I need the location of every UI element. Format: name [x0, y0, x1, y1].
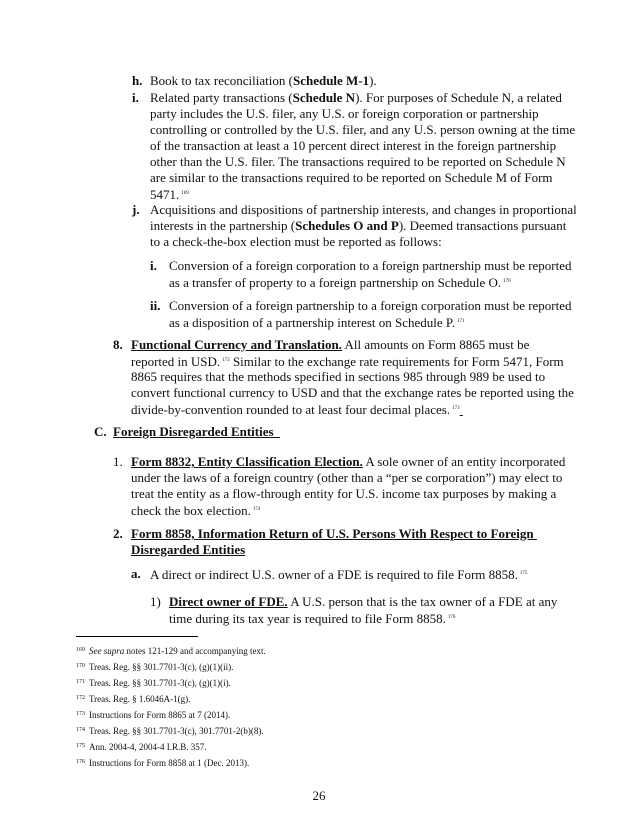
footnote: $^{170}$ Treas. Reg. §§ 301.7701-3(c), (g)(1)(ii). [76, 662, 234, 672]
section-2-marker: 2. [113, 526, 123, 541]
item-ji-line: as a transfer of property to a foreign partnership on Schedule O. $^{170}$ [169, 275, 511, 290]
footnote-ref[interactable]: 175 [519, 571, 528, 576]
section-c-heading: Foreign Disregarded Entities [113, 424, 274, 439]
item-ji-line: Conversion of a foreign corporation to a foreign partnership must be reported [169, 258, 572, 273]
section-1-line: treat the entity as a flow-through entity for U.S. income tax purposes by making a [131, 486, 557, 501]
item-jii-marker: ii. [150, 298, 161, 313]
page-number: 26 [312, 788, 326, 803]
item-h-marker: h. [132, 73, 143, 88]
section-8-line: Functional Currency and Translation. All amounts on Form 8865 must be [131, 337, 530, 352]
section-8-line: convert functional currency to USD and that the exchange rates be reported using the [131, 385, 574, 400]
item-i-line: other than the U.S. filer. The transactions required to be reported on Schedule N [150, 154, 566, 169]
item-i-marker: i. [132, 90, 139, 105]
footnote: $^{176}$ Instructions for Form 8858 at 1 (Dec. 2013). [76, 758, 250, 768]
item-2a1-line: time during its tax year is required to file Form 8858. $^{176}$ [169, 611, 456, 626]
item-h-text: Book to tax reconciliation (Schedule M-1). [150, 73, 377, 88]
section-1-line: under the laws of a foreign country (other than a “per se corporation”) may elect to [131, 470, 563, 485]
footnote-ref[interactable]: 170 [503, 279, 511, 284]
footnote: $^{171}$ Treas. Reg. §§ 301.7701-3(c), (g)(1)(i). [76, 678, 231, 688]
item-j-marker: j. [132, 202, 140, 217]
item-i-line: are similar to the transactions required to be reported on Schedule M of Form [150, 170, 553, 185]
footnote-ref[interactable]: 173 [452, 406, 460, 411]
item-2a1-line: Direct owner of FDE. A U.S. person that is the tax owner of a FDE at any [169, 594, 558, 609]
footnote-ref[interactable]: 169 [181, 191, 189, 196]
footnote: $^{172}$ Treas. Reg. § 1.6046A-1(g). [76, 694, 191, 704]
section-8-heading: Functional Currency and Translation. [131, 337, 342, 352]
item-i-line: party includes the U.S. filer, any U.S. or foreign corporation or partnership [150, 106, 539, 121]
footnote: $^{174}$ Treas. Reg. §§ 301.7701-3(c), 301.7701-2(b)(8). [76, 726, 264, 736]
section-2-heading: Form 8858, Information Return of U.S. Persons With Respect to Foreign [131, 526, 534, 541]
item-i-line: of the transaction at least a 10 percent direct interest in the foreign partnership [150, 138, 557, 153]
item-i-line: Related party transactions (Schedule N). For purposes of Schedule N, a related [150, 90, 562, 105]
section-1-heading: Form 8832, Entity Classification Election. [131, 454, 363, 469]
item-ji-marker: i. [150, 258, 157, 273]
item-i-line: 5471. $^{169}$ [150, 187, 189, 202]
section-2-heading: Disregarded Entities [131, 542, 246, 557]
section-1-marker: 1. [113, 454, 123, 469]
section-8-line: 8865 requires that the methods specified in sections 985 through 989 be used to [131, 369, 546, 384]
section-8-marker: 8. [113, 337, 123, 352]
item-j-line: to a check-the-box election must be reported as follows: [150, 234, 442, 249]
item-j-line: Acquisitions and dispositions of partnership interests, and changes in proportional [150, 202, 577, 217]
item-2a1-marker: 1) [150, 594, 161, 609]
item-2a1-heading: Direct owner of FDE. [169, 594, 288, 609]
item-i-line: controlling or controlled by the U.S. filer, and any U.S. person owning at the time [150, 122, 576, 137]
footnote: $^{173}$ Instructions for Form 8865 at 7 (2014). [76, 710, 231, 720]
section-1-line: check the box election. $^{174}$ [131, 503, 261, 518]
section-c-marker: C. [94, 424, 107, 439]
footnote-ref[interactable]: 172 [222, 358, 230, 363]
footnote: $^{175}$ Ann. 2004-4, 2004-4 I.R.B. 357. [76, 742, 207, 752]
section-8-line: reported in USD. $^{172}$ Similar to the exchange rate requirements for Form 5471, Form [131, 354, 564, 369]
item-jii-line: as a disposition of a partnership interest on Schedule P. $^{171}$ [169, 315, 465, 330]
footnote-ref[interactable]: 174 [252, 507, 261, 512]
section-8-line: divide-by-convention rounded to at least four decimal places. $^{173}$ [131, 402, 460, 417]
footnote: $^{169}$ See supra notes 121-129 and accompanying text. [76, 646, 266, 656]
footnote-ref[interactable]: 176 [447, 615, 456, 620]
item-2a-marker: a. [131, 566, 141, 581]
section-1-line: Form 8832, Entity Classification Election. A sole owner of an entity incorporated [131, 454, 566, 469]
footnote-ref[interactable]: 171 [456, 319, 465, 324]
item-2a-text: A direct or indirect U.S. owner of a FDE is required to file Form 8858. $^{175}$ [150, 567, 528, 582]
item-jii-line: Conversion of a foreign partnership to a foreign corporation must be reported [169, 298, 572, 313]
item-j-line: interests in the partnership (Schedules O and P). Deemed transactions pursuant [150, 218, 567, 233]
footnote-divider [76, 636, 198, 637]
